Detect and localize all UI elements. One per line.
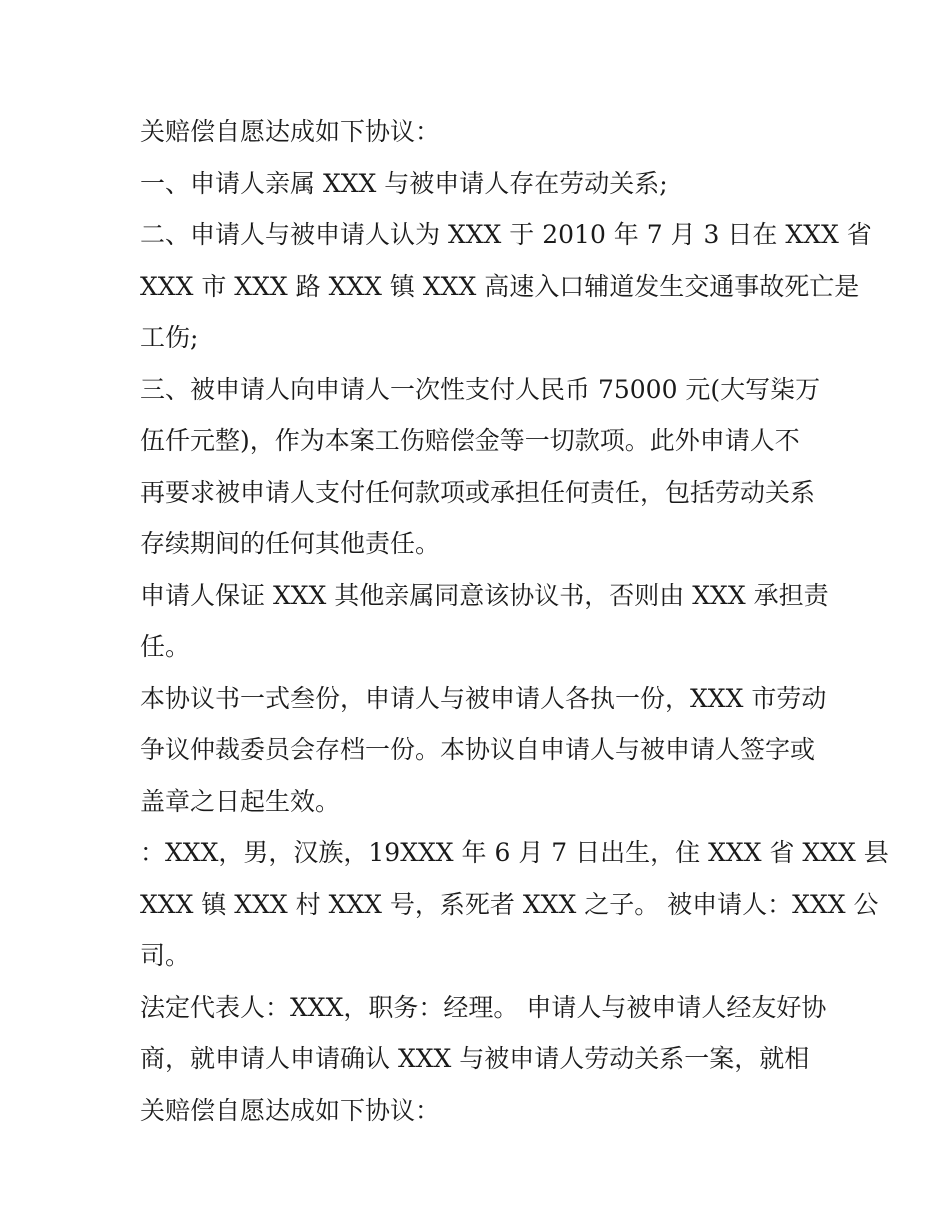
text-line: 本协议书一式叁份，申请人与被申请人各执一份，XXX 市劳动 [140, 683, 827, 713]
text-line: 司。 [140, 941, 191, 970]
text-line: 任。 [140, 632, 191, 661]
text-line: 申请人保证 XXX 其他亲属同意该协议书，否则由 XXX 承担责 [140, 580, 829, 610]
text-line: 关赔偿自愿达成如下协议： [140, 117, 441, 146]
document-body [140, 106, 889, 1136]
text-line: 争议仲裁委员会存档一份。本协议自申请人与被申请人签字或 [140, 735, 816, 764]
text-line: ：XXX，男，汉族，19XXX 年 6 月 7 日出生，住 XXX 省 XXX 县 [140, 838, 889, 867]
text-line: 三、被申请人向申请人一次性支付人民币 75000 元(大写柒万 [140, 374, 821, 404]
text-line: 二、申请人与被申请人认为 XXX 于 2010 年 7 月 3 日在 XXX 省 [140, 220, 872, 249]
text-line: 关赔偿自愿达成如下协议： [140, 1095, 441, 1125]
text-line: 商，就申请人申请确认 XXX 与被申请人劳动关系一案，就相 [140, 1044, 810, 1073]
text-line: 存续期间的任何其他责任。 [140, 529, 441, 558]
text-line: 伍仟元整)，作为本案工伤赔偿金等一切款项。此外申请人不 [140, 426, 800, 455]
text-line: 盖章之日起生效。 [140, 786, 341, 816]
text-line: 工伤; [140, 323, 199, 352]
text-line: 一、申请人亲属 XXX 与被申请人存在劳动关系; [140, 168, 668, 198]
text-line: XXX 镇 XXX 村 XXX 号，系死者 XXX 之子。 被申请人：XXX 公 [140, 889, 879, 919]
text-line: XXX 市 XXX 路 XXX 镇 XXX 高速入口辅道发生交通事故死亡是 [140, 271, 860, 301]
text-line: 再要求被申请人支付任何款项或承担任何责任，包括劳动关系 [140, 477, 816, 507]
text-line: 法定代表人：XXX，职务：经理。 申请人与被申请人经友好协 [140, 992, 827, 1022]
